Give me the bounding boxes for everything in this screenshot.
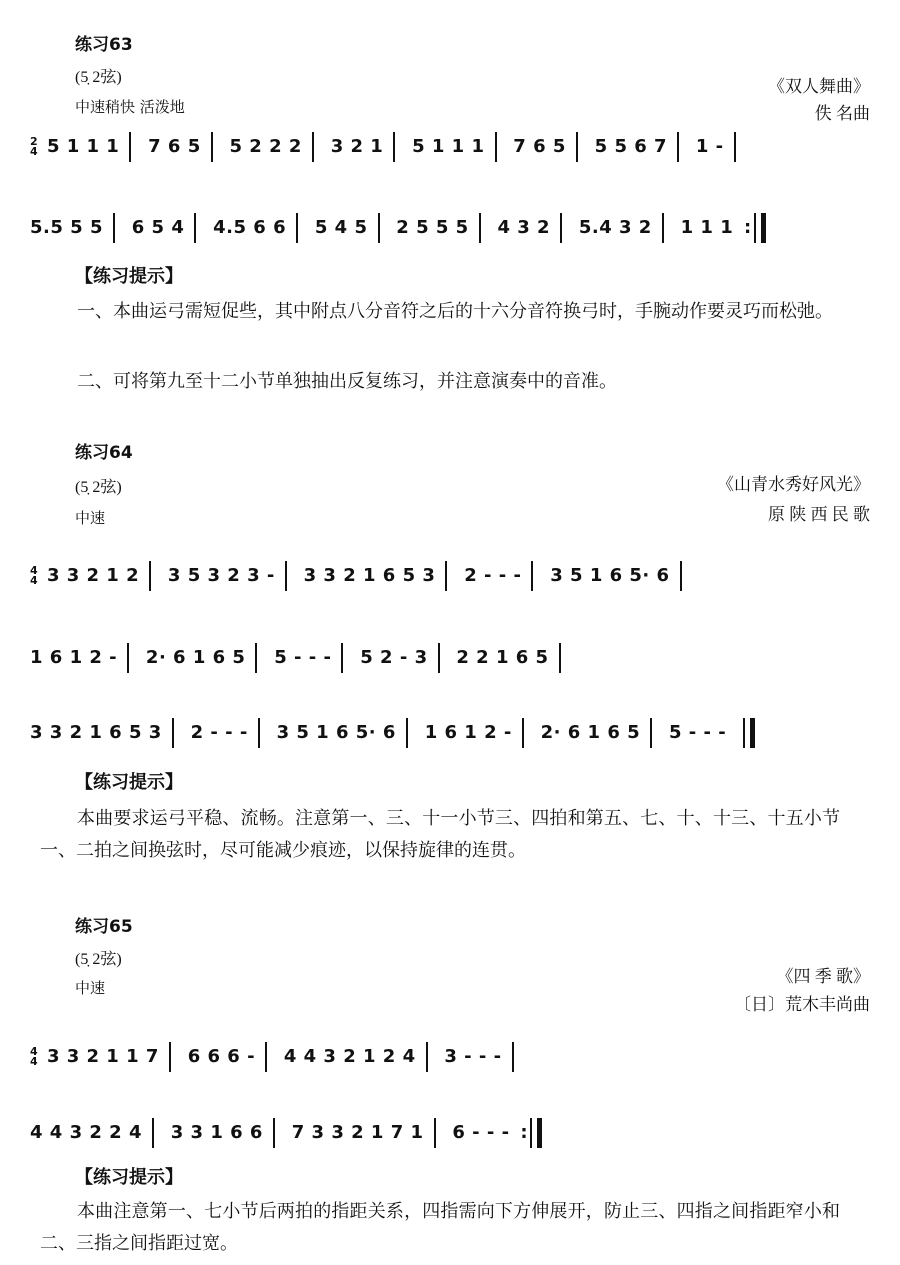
measure: 4 4 3 2 1 2 4 [283, 1046, 416, 1067]
measure: 3 3 2 1 6 5 3 [303, 565, 436, 586]
exercise-65-source-author: 〔日〕荒木丰尚曲 [734, 995, 870, 1014]
measure: 4 4 3 2 2 4 [30, 1122, 142, 1143]
exercise-63-staff-row-2: 5.5 5 5 6 5 4 4.5 6 6 5 4 5 2 5 5 5 4 3 2 5.4 3 2 1 1 1 : [30, 213, 766, 243]
exercise-65-strings: (5̣ 2弦) [75, 951, 122, 968]
exercise-64-source-author: 原 陕 西 民 歌 [768, 505, 870, 524]
measure: 5 4 5 [314, 217, 368, 238]
exercise-63-tempo: 中速稍快 活泼地 [75, 98, 185, 116]
measure: 7 3 3 2 1 7 1 [291, 1122, 424, 1143]
exercise-63-hint-2: 二、可将第九至十二小节单独抽出反复练习，并注意演奏中的音准。 [77, 371, 617, 392]
measure: 2· 6 1 6 5 [540, 722, 641, 743]
measure: 2 5 5 5 [396, 217, 469, 238]
measure: 5 2 - 3 [360, 647, 428, 668]
exercise-63-source-author: 佚 名曲 [814, 104, 870, 123]
measure: 4 3 2 [497, 217, 551, 238]
time-signature: 4 4 [30, 1045, 39, 1068]
measure: 6 - - - [452, 1122, 510, 1143]
measure: 7 6 5 [148, 136, 201, 157]
exercise-65-source-title: 《四 季 歌》 [776, 967, 870, 986]
exercise-65-staff-row-1 [30, 1042, 524, 1072]
measure: 5 1 1 1 [412, 136, 485, 157]
exercise-64-title: 练习64 [75, 443, 133, 463]
measure: 1 6 1 2 - [30, 647, 118, 668]
measure: 2 - - - [190, 722, 248, 743]
exercise-63-title: 练习63 [75, 35, 133, 55]
measure: 7 6 5 [513, 136, 566, 157]
measure: 2· 6 1 6 5 [145, 647, 246, 668]
measure: 6 5 4 [131, 217, 185, 238]
exercise-65-staff-row-2: 4 4 3 2 2 4 3 3 1 6 6 7 3 3 2 1 7 1 6 - - - : [30, 1118, 542, 1148]
measure: 1 6 1 2 - [424, 722, 512, 743]
exercise-64-strings: (5̣ 2弦) [75, 479, 122, 496]
exercise-64-hint-heading: 【练习提示】 [75, 772, 183, 793]
measure: 5 2 2 2 [229, 136, 302, 157]
measure: 3 3 2 1 6 5 3 [30, 722, 162, 743]
exercise-65-hint-1: 本曲注意第一、七小节后两拍的指距关系，四指需向下方伸展开，防止三、四指之间指距窄小和二、三指之间指距过宽。 [40, 1201, 840, 1254]
measure: 5 - - - [668, 722, 727, 743]
exercise-63-staff-row-1 [30, 132, 746, 162]
exercise-63-hint-heading: 【练习提示】 [75, 266, 183, 287]
measure: 1 1 1 [680, 217, 734, 238]
measure: 3 5 3 2 3 - [167, 565, 275, 586]
exercise-64-staff-row-3 [30, 718, 755, 748]
measure: 2 2 1 6 5 [456, 647, 549, 668]
measure: 2 - - - [464, 565, 522, 586]
exercise-64-hint-1: 本曲要求运弓平稳、流畅。注意第一、三、十一小节三、四拍和第五、七、十、十三、十五小节一、二拍之间换弦时，尽可能减少痕迹，以保持旋律的连贯。 [40, 808, 840, 861]
measure: 5.5 5 5 [30, 217, 103, 238]
time-signature: 2 4 [30, 135, 39, 158]
exercise-64-staff-row-2 [30, 643, 571, 673]
exercise-65-hint-heading: 【练习提示】 [75, 1167, 183, 1188]
measure: 3 5 1 6 5· 6 [550, 565, 670, 586]
exercise-64-tempo: 中速 [75, 509, 106, 527]
measure: 5 1 1 1 [46, 136, 120, 157]
measure: 5.4 3 2 [578, 217, 652, 238]
measure: 3 - - - [444, 1046, 502, 1067]
exercise-64-staff-row-1 [30, 561, 692, 591]
exercise-63-strings: (5̣ 2弦) [75, 69, 122, 86]
exercise-63-source-title: 《双人舞曲》 [768, 77, 870, 96]
measure: 4.5 6 6 [213, 217, 287, 238]
measure: 5 - - - [274, 647, 332, 668]
measure: 3 5 1 6 5· 6 [276, 722, 396, 743]
measure: 1 - [695, 136, 724, 157]
measure: 3 3 2 1 1 7 [46, 1046, 159, 1067]
exercise-65-title: 练习65 [75, 917, 133, 937]
measure: 3 3 2 1 2 [46, 565, 140, 586]
measure: 6 6 6 - [187, 1046, 256, 1067]
time-signature: 4 4 [30, 564, 39, 587]
measure: 3 3 1 6 6 [170, 1122, 263, 1143]
exercise-65-tempo: 中速 [75, 979, 106, 997]
exercise-63-hint-1: 一、本曲运弓需短促些，其中附点八分音符之后的十六分音符换弓时，手腕动作要灵巧而松弛。 [77, 301, 833, 322]
measure: 5 5 6 7 [594, 136, 668, 157]
exercise-64-source-title: 《山青水秀好风光》 [717, 475, 870, 494]
measure: 3 2 1 [330, 136, 384, 157]
